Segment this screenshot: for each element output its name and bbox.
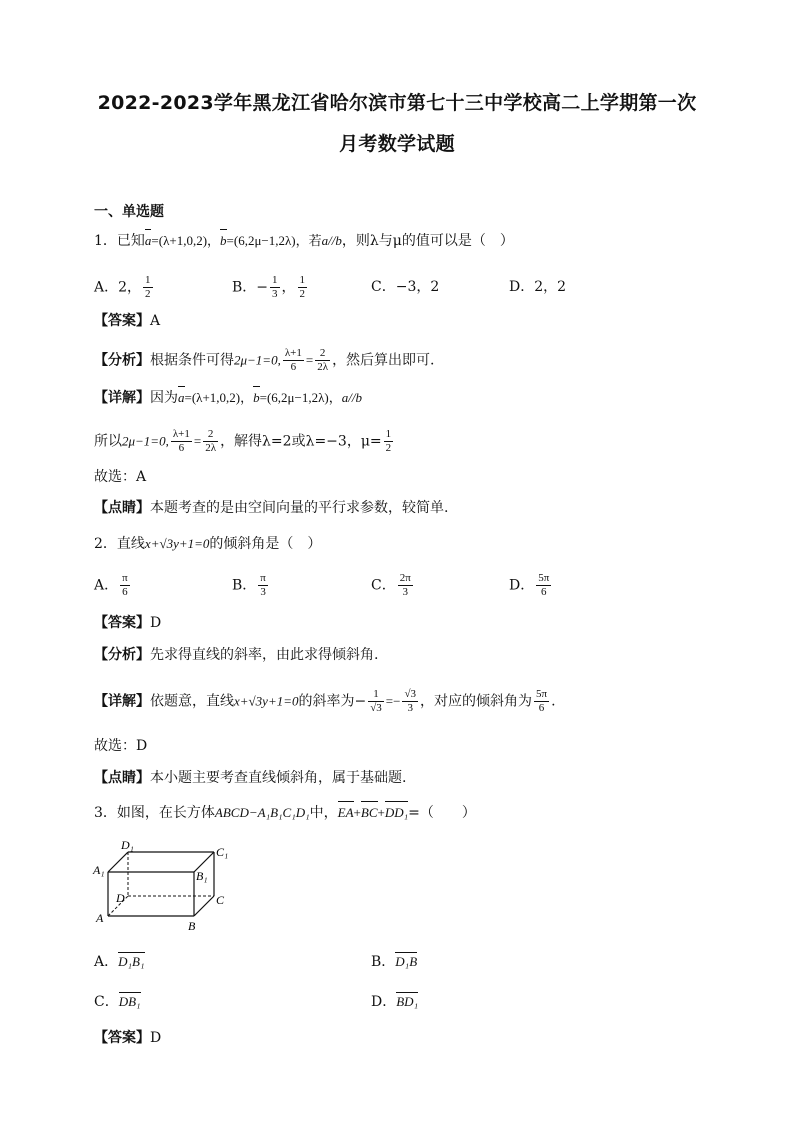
label-c1: C₁ [216,845,229,859]
q1-detail: 【详解】因为a=(λ+1,0,2)，b=(6,2μ−1,2λ)，a//b [94,390,362,406]
q2-stem: 2．直线x+√3y+1=0的倾斜角是（ ） [94,536,322,552]
q1-stem: 1．已知a=(λ+1,0,2)，b=(6,2μ−1,2λ)，若a//b，则λ与μ的值可以是（ ） [94,233,514,249]
q2-answer: 【答案】D [94,615,162,631]
q1-answer: 【答案】A [94,313,161,329]
q3-answer: 【答案】D [94,1030,162,1046]
doc-title-line1: 2022-2023学年黑龙江省哈尔滨市第七十三中学校高二上学期第一次 [97,92,697,114]
label-c: C [216,893,225,907]
q3-stem: 3．如图，在长方体ABCD−A₁B₁C₁D₁中，EA+BC+DD₁=（ ） [94,805,476,821]
q3-option-c: C．DB₁ [94,994,141,1010]
q1-analysis: 【分析】根据条件可得2μ−1=0, $\frac{\lambda+1}{6}$ = $\frac{2}{2\lambda}$ ，然后算出即可. [94,347,435,373]
q1-option-d: D．2，2 [509,279,567,295]
q2-option-d: D． $\frac{5\pi}{6}$ [509,572,550,598]
label-d: D [116,891,125,905]
doc-title-line2: 月考数学试题 [339,133,455,155]
q1-choose: 故选：A [94,469,147,485]
label-b1: B₁ [196,869,208,883]
q2-choose: 故选：D [94,738,148,754]
label-b: B [188,919,196,933]
q3-option-d: D．BD₁ [371,994,419,1010]
label-d1: D₁ [121,838,134,852]
cuboid-figure [92,838,242,936]
q1-option-a: A．2， $\frac{1}{2}$ [94,274,151,300]
q3-option-b: B．D₁B [371,954,418,970]
q1-option-b: B．− $\frac{1}{3}$ ， $\frac{1}{2}$ [232,274,306,300]
q2-analysis: 【分析】先求得直线的斜率，由此求得倾斜角. [94,647,379,663]
q2-option-c: C． $\frac{2\pi}{3}$ [371,572,411,598]
label-a: A [96,911,104,925]
q1-solution: 所以2μ−1=0, $\frac{\lambda+1}{6}$ = $\frac{2}{2\lambda}$ ，解得λ=2或λ=−3，μ= $\frac{1}{2}$ [94,428,392,454]
q2-comment: 【点睛】本小题主要考查直线倾斜角，属于基础题. [94,770,407,786]
section-heading: 一、单选题 [94,204,164,220]
label-a1: A₁ [93,863,105,877]
q3-option-a: A．D₁B₁ [94,954,145,970]
q2-option-b: B． $\frac{\pi}{3}$ [232,572,266,598]
q2-option-a: A． $\frac{\pi}{6}$ [94,572,128,598]
q1-option-c: C．−3，2 [371,279,440,295]
q1-comment: 【点睛】本题考查的是由空间向量的平行求参数，较简单. [94,500,449,516]
q2-detail: 【详解】依题意，直线x+√3y+1=0的斜率为− $\frac{1}{√3}$ =− $\frac{√3}{3}$ ，对应的倾斜角为 $\frac{5\pi}{6}$ . [94,688,556,714]
